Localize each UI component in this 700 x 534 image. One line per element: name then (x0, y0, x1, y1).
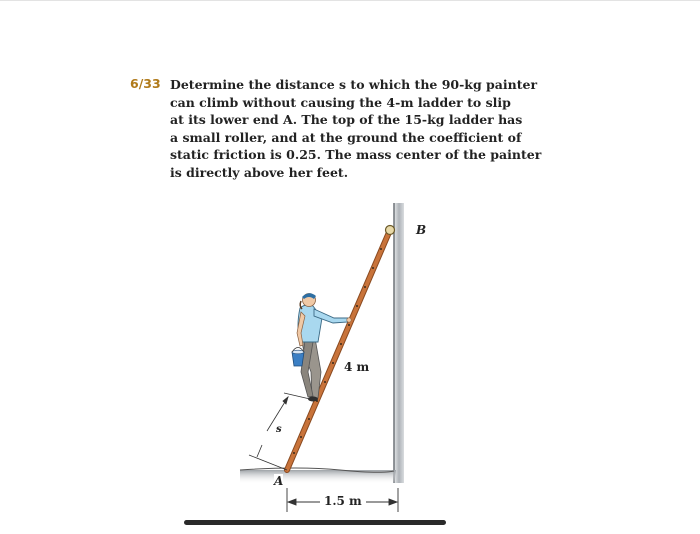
problem-line: a small roller, and at the ground the coefficient of (170, 129, 522, 145)
horizontal-scrollbar[interactable] (184, 520, 446, 525)
base-distance-label: 1.5 m (324, 494, 362, 508)
problem-line: static friction is 0.25. The mass center of the painter (170, 147, 542, 163)
problem-line: can climb without causing the 4-m ladder to slip (170, 94, 511, 110)
point-a-label: A (274, 474, 284, 488)
wall (394, 203, 404, 483)
problem-line: is directly above her feet. (170, 164, 349, 180)
problem-line: Determine the distance s to which the 90-kg painter (170, 77, 538, 92)
problem-line: at its lower end A. The top of the 15-kg ladder has (170, 112, 523, 128)
roller (386, 226, 395, 235)
distance-s-label: s (276, 424, 282, 435)
ladder-length-label: 4 m (344, 360, 370, 374)
point-b-label: B (416, 223, 427, 237)
problem-number: 6/33 (130, 76, 161, 91)
